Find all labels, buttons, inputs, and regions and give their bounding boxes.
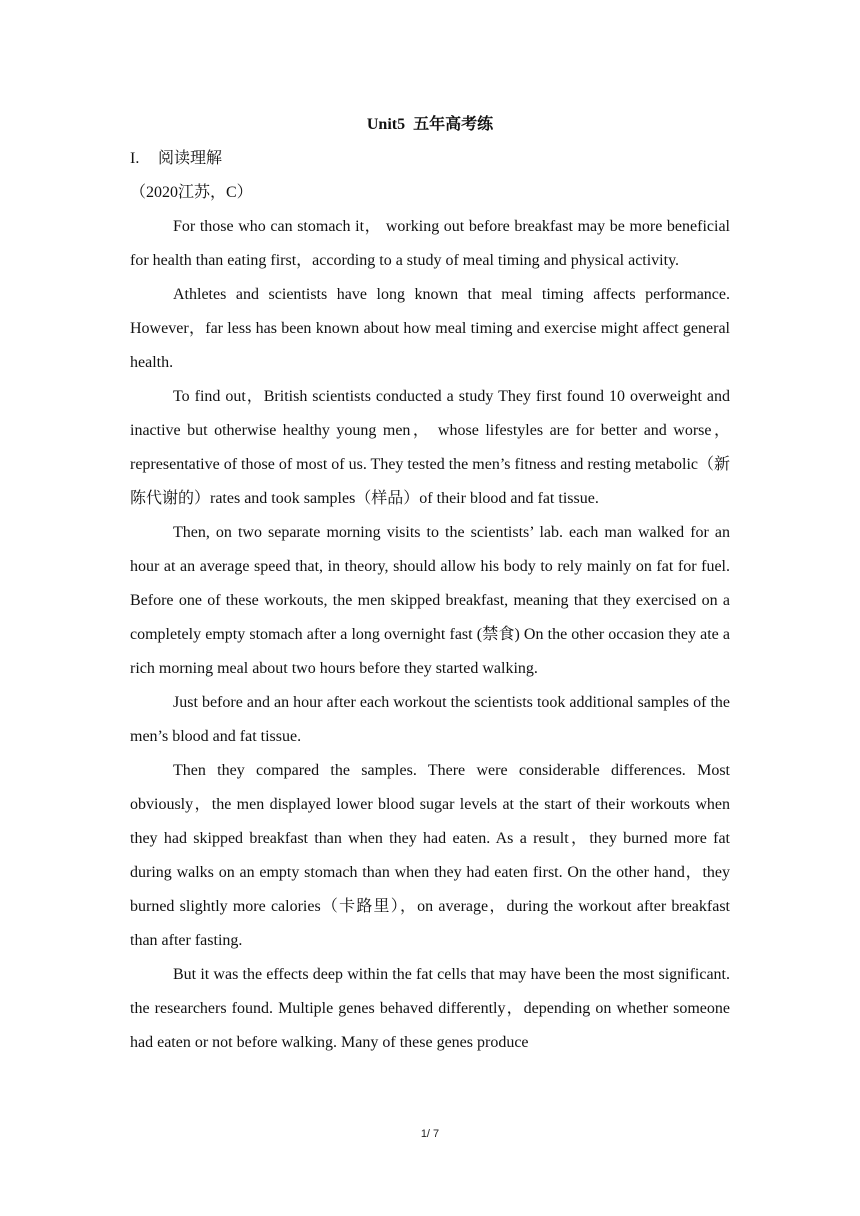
passage-source: （2020江苏，C）	[130, 184, 253, 201]
document-body	[130, 108, 730, 1060]
title-text: Unit5 五年高考练	[366, 116, 494, 133]
paragraph-7: But it was the effects deep within the fat cells that may have been the most significant. the researchers found. Multiple genes behaved differently，depending on whether someone had eaten or not before walking. Many of these genes produce	[130, 966, 730, 1051]
paragraph-1: For those who can stomach it， working out before breakfast may be more beneficial for health than eating first，according to a study of meal timing and physical activity.	[130, 218, 730, 269]
section-label: 阅读理解	[158, 150, 223, 167]
page-number: 1/ 7	[420, 1128, 440, 1140]
paragraph-4: Then, on two separate morning visits to the scientists’ lab. each man walked for an hour at an average speed that, in theory, should allow his body to rely mainly on fat for fuel. Before one of these workouts, the men skipped breakfast, meaning that they exercised on a completely empty stomach after a long overnight fast (禁食) On the other occasion they ate a rich morning meal about two hours before they started walking.	[130, 524, 730, 677]
paragraph-5: Just before and an hour after each workout the scientists took additional samples of the men’s blood and fat tissue.	[130, 694, 730, 745]
section-heading	[130, 142, 730, 176]
paragraph-6: Then they compared the samples. There were considerable differences. Most obviously，the men displayed lower blood sugar levels at the start of their workouts when they had skipped breakfast than when they had eaten. As a result，they burned more fat during walks on an empty stomach than when they had eaten first. On the other hand，they burned slightly more calories（卡路里），on average，during the workout after breakfast than after fasting.	[130, 762, 730, 949]
paragraph-2: Athletes and scientists have long known that meal timing affects performance. However，far less has been known about how meal timing and exercise might affect general health.	[130, 286, 730, 371]
page-title	[130, 108, 730, 142]
paragraph-3: To find out，British scientists conducted a study They first found 10 overweight and inactive but otherwise healthy young men， whose lifestyles are for better and worse，representative of those of most of us. They tested the men’s fitness and resting metabolic（新陈代谢的）rates and took samples（样品）of their blood and fat tissue.	[130, 388, 731, 507]
section-number: I.	[130, 150, 140, 167]
